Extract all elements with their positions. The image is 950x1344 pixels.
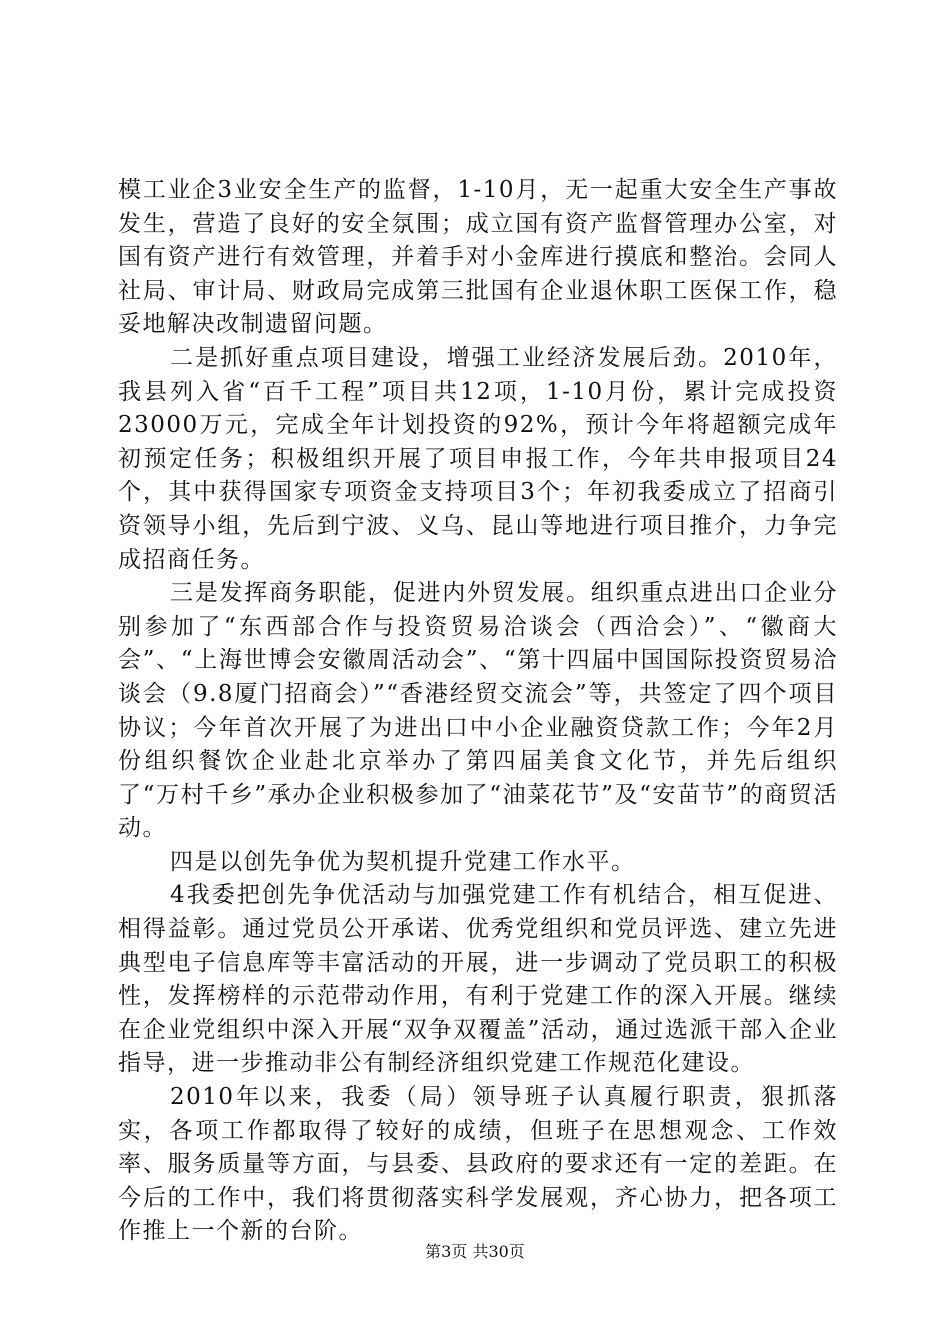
paragraph-summary: 2010年以来，我委（局）领导班子认真履行职责，狠抓落实，各项工作都取得了较好的成绩，但班子在思想观念、工作效率、服务质量等方面，与县委、县政府的要求还有一定的差距。在今后的工作中，我们将贯彻落实科学发展观，齐心协力，把各项工作推上一个新的台阶。 [118,1084,838,1245]
page-number-footer: 第3页 共30页 [425,1242,525,1261]
document-body [118,174,838,1249]
paragraph-commerce: 三是发挥商务职能，促进内外贸发展。组织重点进出口企业分别参加了“东西部合作与投资贸易洽谈会（西洽会）”、“徽商大会”、“上海世博会安徽周活动会”、“第十四届中国国际投资贸易洽谈会（9.8厦门招商会）”“香港经贸交流会”等，共签定了四个项目协议；今年首次开展了为进出口中小企业融资贷款工作；今年2月份组织餐饮企业赴北京举办了第四届美食文化节，并先后组织了“万村千乡”承办企业积极参加了“油菜花节”及“安苗节”的商贸活动。 [118,580,838,842]
paragraph-party-building-heading: 四是以创先争优为契机提升党建工作水平。 [170,848,636,875]
paragraph-continuation: 模工业企3业安全生产的监督，1-10月，无一起重大安全生产事故发生，营造了良好的安全氛围；成立国有资产监督管理办公室，对国有资产进行有效管理，并着手对小金库进行摸底和整治。会同人社局、审计局、财政局完成第三批国有企业退休职工医保工作，稳妥地解决改制遗留问题。 [118,177,838,338]
paragraph-party-building: 4我委把创先争优活动与加强党建工作有机结合，相互促进、相得益彰。通过党员公开承诺、优秀党组织和党员评选、建立先进典型电子信息库等丰富活动的开展，进一步调动了党员职工的积极性，发挥榜样的示范带动作用，有利于党建工作的深入开展。继续在企业党组织中深入开展“双争双覆盖”活动，通过选派干部入企业指导，进一步推动非公有制经济组织党建工作规范化建设。 [118,882,838,1077]
paragraph-key-projects: 二是抓好重点项目建设，增强工业经济发展后劲。2010年，我县列入省“百千工程”项目共12项，1-10月份，累计完成投资23000万元，完成全年计划投资的92%，预计今年将超额完成年初预定任务；积极组织开展了项目申报工作，今年共申报项目24个，其中获得国家专项资金支持项目3个；年初我委成立了招商引资领导小组，先后到宁波、义乌、昆山等地进行项目推介，力争完成招商任务。 [118,344,838,573]
